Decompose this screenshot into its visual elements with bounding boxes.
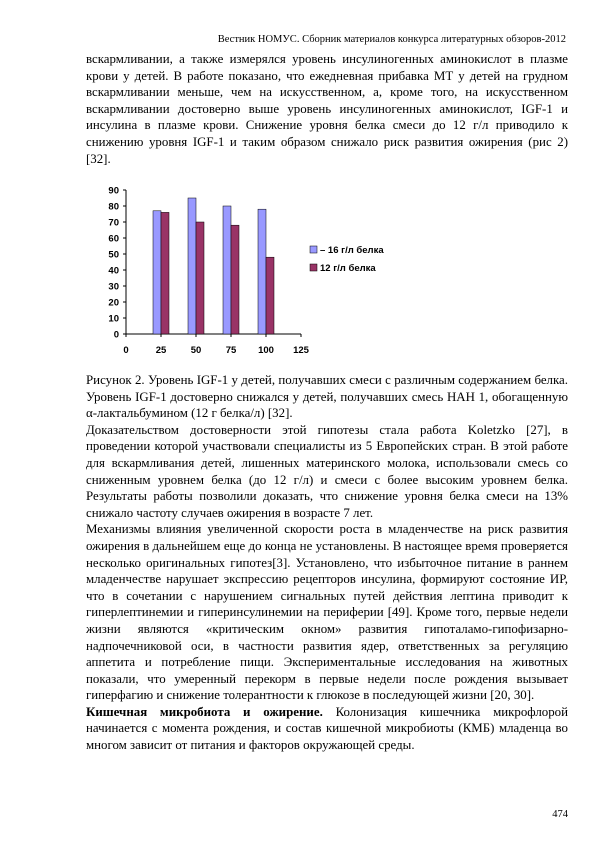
y-tick-label: 20 [108,297,119,309]
x-tick-label: 125 [293,345,309,356]
y-tick-label: 70 [108,217,119,229]
paragraph-1: Доказательством достоверности этой гипотезы стала работа Koletzko [27], в проведении которой участвовали специалисты из 5 Европейских стран. В этой работе для вскармливания детей, лишенных материнского молока, использовали смесь со сниженным уровнем белка (до 12 г/л) и смеси с более высоким уровнем белка. Результаты работы позволили доказать, что снижение уровня белка смеси на 13% снижало частоту случаев ожирения в возрасте 7 лет. [86,422,568,520]
bar-2-50 [196,222,204,334]
igf1-bar-chart [86,182,386,364]
section-text: Колонизация кишечника микрофлорой начинается с момента рождения, и состав кишечной микробиоты (КМБ) младенца во многом зависит от питания и факторов окружающей среды. [86,704,568,753]
bar-1-50 [188,198,196,334]
bar-2-25 [161,212,169,334]
x-tick-label: 0 [123,345,129,356]
y-tick-label: 90 [108,185,119,197]
bar-2-100 [266,257,274,334]
x-tick-label: 25 [155,345,167,356]
x-tick-label: 50 [190,345,202,356]
y-tick-label: 80 [108,201,119,213]
y-tick-label: 0 [113,329,119,341]
intro-paragraph: вскармливании, а также измерялся уровень инсулиногенных аминокислот в плазме крови у детей. В работе показано, что ежедневная прибавка МТ у детей на грудном вскармливании меньше, чем на искусственном, а, кроме того, на искусственном вскармливании достоверно выше уровень инсулиногенных аминокислот, IGF-1 и инсулина в плазме крови. Снижение уровня белка смеси до 12 г/л приводило к снижению уровня IGF-1 и таким образом снижало риск развития ожирения (рис 2) [32]. [86,52,568,166]
bar-1-25 [153,211,161,334]
y-tick-label: 10 [108,313,119,325]
page-number: 474 [552,809,568,820]
y-tick-label: 30 [108,281,119,293]
paragraph-2: Механизмы влияния увеличенной скорости роста в младенчестве на риск развития ожирения в дальнейшем еще до конца не установлены. В настоящее время проверяется несколько оригинальных гипотез[3]. Установлено, что избыточное питание в раннем младенчестве нарушает экспрессию рецепторов инсулина, формируют состояние ИР, что в сочетании с нарушением сигнальных путей действия лептина приводит к гиперлептинемии и гиперинсулинемии на периферии [49]. Кроме того, первые недели жизни являются «критическим окном» развития гипоталамо-гипофизарно-надпочечниковой оси, в частности развития ядер, ответственных за регуляцию аппетита и потребление пищи. Экспериментальные исследования на животных показали, что умеренный перекорм в первые недели после рождения вызывает гиперфагию и снижение толерантности к глюкозе в последующей жизни [20, 30]. [86,522,568,703]
x-tick-label: 75 [225,345,237,356]
legend-label-1: – 16 г/л белка [320,245,384,256]
lower-text-block [86,372,568,754]
section-paragraph [86,704,568,754]
legend-swatch-1 [310,246,317,253]
y-tick-label: 60 [108,233,119,245]
legend-swatch-2 [310,264,317,271]
x-tick-label: 100 [258,345,274,356]
y-tick-label: 50 [108,249,119,261]
intro-text-block [86,51,568,167]
figure-caption: Рисунок 2. Уровень IGF-1 у детей, получавших смеси с различным содержанием белка. Уровень IGF-1 достоверно снижался у детей, получавших смесь НАН 1, обогащенную α-лактальбумином (12 г белка/л) [32]. [86,373,568,421]
bar-2-75 [231,225,239,334]
running-header: Вестник НОМУС. Сборник материалов конкурса литературных обзоров-2012 [217,34,566,45]
bar-1-75 [223,206,231,334]
y-tick-label: 40 [108,265,119,277]
section-heading: Кишечная микробиота и ожирение. [86,704,323,719]
bar-1-100 [258,209,266,334]
legend-label-2: 12 г/л белка [320,263,376,274]
